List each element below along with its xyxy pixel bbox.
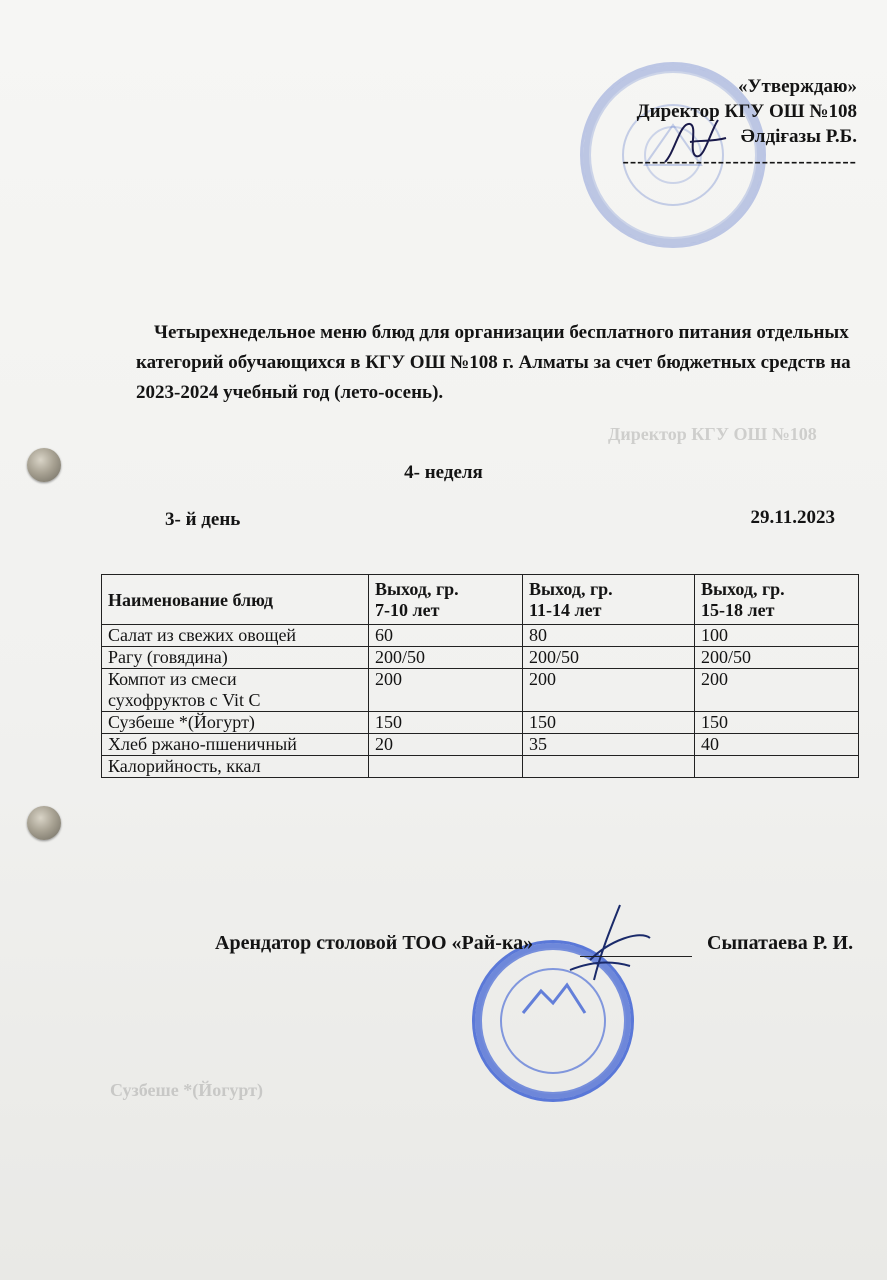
header-age-7-10: Выход, гр. 7-10 лет [369, 575, 523, 625]
table-row [102, 712, 859, 734]
header-age-11-14: Выход, гр. 11-14 лет [523, 575, 695, 625]
tenant-label: Арендатор столовой ТОО «Рай-ка» [215, 932, 534, 954]
day-label: 3- й день [165, 509, 241, 530]
signature-line: -------------------------------- [622, 151, 857, 172]
approval-block [623, 74, 857, 174]
portion-7-10: 150 [369, 712, 523, 734]
portion-15-18: 200/50 [695, 647, 859, 669]
dish-name: Хлеб ржано-пшеничный [102, 734, 369, 756]
table-row [102, 734, 859, 756]
director-signature-icon [660, 112, 730, 172]
dish-name: Компот из смеси сухофруктов с Vit C [102, 669, 369, 712]
approve-word: «Утверждаю» [738, 76, 857, 97]
portion-11-14: 35 [523, 734, 695, 756]
document-title: Четырехнедельное меню блюд для организации бесплатного питания отдельных категорий обучающихся в КГУ ОШ №108 г. Алматы за счет бюджетных средств на 2023-2024 учебный год (лето-осень). [136, 322, 851, 403]
portion-15-18: 200 [695, 669, 859, 712]
portion-11-14: 200/50 [523, 647, 695, 669]
bleed-through-text: Сузбеше *(Йогурт) [110, 1080, 263, 1100]
portion-11-14: 150 [523, 712, 695, 734]
portion-7-10: 200 [369, 669, 523, 712]
portion-7-10: 20 [369, 734, 523, 756]
portion-15-18 [695, 756, 859, 778]
dish-name: Салат из свежих овощей [102, 625, 369, 647]
menu-date: 29.11.2023 [750, 507, 835, 528]
menu-table [101, 574, 859, 778]
table-row [102, 669, 859, 712]
table-row [102, 647, 859, 669]
table-row [102, 756, 859, 778]
table-row [102, 625, 859, 647]
tenant-signature-icon [550, 900, 660, 1000]
portion-15-18: 40 [695, 734, 859, 756]
header-dish: Наименование блюд [102, 575, 369, 625]
tenant-signature-line [580, 956, 692, 957]
bleed-through-text: Директор КГУ ОШ №108 [608, 424, 817, 444]
portion-15-18: 150 [695, 712, 859, 734]
header-age-15-18: Выход, гр. 15-18 лет [695, 575, 859, 625]
director-name: Әлдіғазы Р.Б. [740, 126, 857, 147]
portion-11-14: 200 [523, 669, 695, 712]
dish-name: Сузбеше *(Йогурт) [102, 712, 369, 734]
week-label: 4- неделя [404, 462, 483, 483]
tenant-name: Сыпатаева Р. И. [707, 932, 854, 954]
portion-15-18: 100 [695, 625, 859, 647]
portion-7-10: 60 [369, 625, 523, 647]
portion-11-14: 80 [523, 625, 695, 647]
portion-7-10: 200/50 [369, 647, 523, 669]
portion-7-10 [369, 756, 523, 778]
punch-hole-bottom [27, 806, 61, 840]
dish-name: Калорийность, ккал [102, 756, 369, 778]
director-position: Директор КГУ ОШ №108 [636, 101, 857, 122]
dish-name: Рагу (говядина) [102, 647, 369, 669]
table-header-row [102, 575, 859, 625]
portion-11-14 [523, 756, 695, 778]
